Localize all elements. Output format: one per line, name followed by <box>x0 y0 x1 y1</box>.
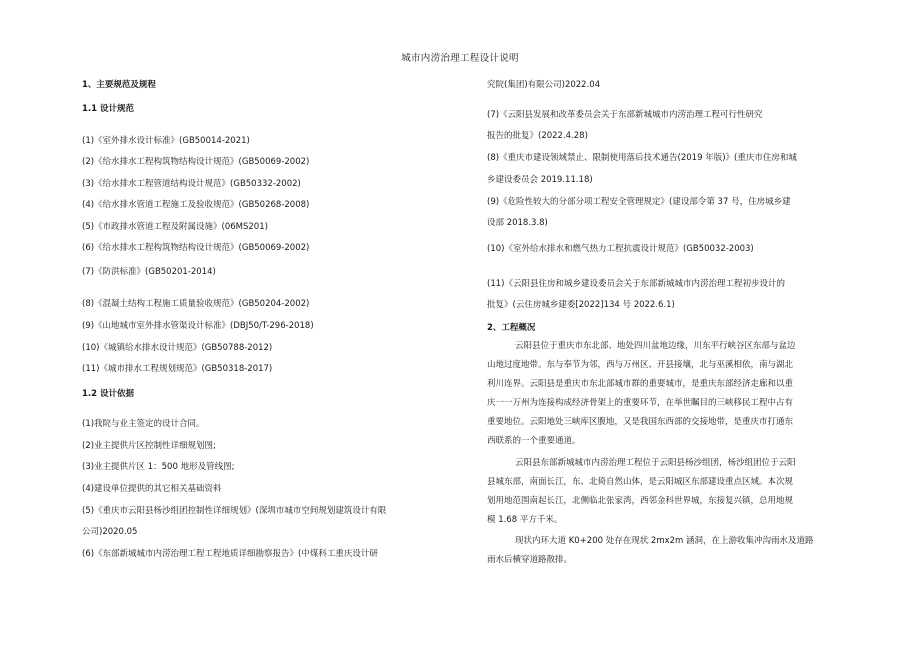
spec-item: (4)《给水排水管道工程施工及验收规范》(GB50268-2008) <box>82 200 310 210</box>
overview-paragraph-line: 现状内环大道 K0+200 处存在现状 2mx2m 涵洞，在上游收集冲沟雨水及道路 <box>515 536 814 546</box>
overview-paragraph-line: 利川连界。云阳县是重庆市东北部城市群的重要城市，是重庆东部经济走廊和以重 <box>487 379 794 389</box>
spec-item: (3)《给水排水工程管道结构设计规范》(GB50332-2002) <box>82 179 301 189</box>
overview-paragraph-line: 划用地范围南起长江，北侧临北张家湾，西邻金科世界城，东接复兴镇，总用地规 <box>487 496 794 506</box>
overview-paragraph-line: 重要地位。云阳地处三峡库区腹地，又是我国东西部的交接地带，是重庆市打通东 <box>487 417 794 427</box>
basis-item: (4)建设单位提供的其它相关基础资料 <box>82 484 222 494</box>
basis-item: (8)《重庆市建设领域禁止、限制使用落后技术通告(2019 年版)》(重庆市住房和城 <box>487 153 797 163</box>
spec-item: (10)《城镇给水排水设计规范》(GB50788-2012) <box>82 343 273 353</box>
basis-item: (7)《云阳县发展和改革委员会关于东部新城城市内涝治理工程可行性研究 <box>487 110 763 120</box>
spec-item: (7)《防洪标准》(GB50201-2014) <box>82 267 216 277</box>
basis-item: (10)《室外给水排水和燃气热力工程抗震设计规范》(GB50032-2003) <box>487 244 754 254</box>
basis-item: (2)业主提供片区控制性详细规划图; <box>82 441 216 451</box>
subsection-heading-1-1: 1.1 设计规范 <box>82 104 135 114</box>
overview-paragraph-line: 西联系的一个重要通道。 <box>487 436 581 446</box>
basis-item: (11)《云阳县住房和城乡建设委员会关于东部新城城市内涝治理工程初步设计的 <box>487 279 785 289</box>
overview-paragraph-line: 县城东部，南面长江，东、北倚自然山体，是云阳城区东部建设重点区域。本次规 <box>487 477 794 487</box>
spec-item: (6)《给水排水工程构筑物结构设计规范》(GB50069-2002) <box>82 243 310 253</box>
spec-item: (2)《给水排水工程构筑物结构设计规范》(GB50069-2002) <box>82 157 310 167</box>
section-heading-2: 2、工程概况 <box>487 323 536 333</box>
page-title: 城市内涝治理工程设计说明 <box>401 53 519 64</box>
overview-paragraph-line: 云阳县位于重庆市东北部、地处四川盆地边缘，川东平行峡谷区东部与盆边 <box>515 341 796 351</box>
basis-item-continued: 公司)2020.05 <box>82 527 138 537</box>
spec-item: (1)《室外排水设计标准》(GB50014-2021) <box>82 136 250 146</box>
spec-item: (5)《市政排水管道工程及附属设施》(06MS201) <box>82 222 268 232</box>
basis-item-continued: 设部 2018.3.8) <box>487 218 548 228</box>
overview-paragraph-line: 模 1.68 平方千米。 <box>487 515 563 525</box>
basis-item-continued: 报告的批复》(2022.4.28) <box>487 131 588 141</box>
basis-item-continued: 批复》(云住房城乡建委[2022]134 号 2022.6.1) <box>487 300 675 310</box>
spec-item: (8)《混凝土结构工程施工质量验收规范》(GB50204-2002) <box>82 299 310 309</box>
basis-item: (5)《重庆市云阳县杨沙组团控制性详细规划》(深圳市城市空间规划建筑设计有限 <box>82 506 387 516</box>
basis-item: (1)我院与业主签定的设计合同。 <box>82 419 205 429</box>
basis-item: (9)《危险性较大的分部分项工程安全管理规定》(建设部令第 37 号，住房城乡建 <box>487 197 791 207</box>
subsection-heading-1-2: 1.2 设计依据 <box>82 389 135 399</box>
overview-paragraph-line: 雨水后横穿道路散排。 <box>487 555 573 565</box>
basis-item-continued: 究院(集团)有限公司)2022.04 <box>487 80 601 90</box>
overview-paragraph-line: 山地过度地带。东与奉节为邻，西与万州区、开县接壤，北与巫溪相依，南与湖北 <box>487 360 794 370</box>
basis-item-continued: 乡建设委员会 2019.11.18) <box>487 175 593 185</box>
overview-paragraph-line: 庆一一万州为连接构成经济骨架上的重要环节，在举世瞩目的三峡移民工程中占有 <box>487 398 794 408</box>
basis-item: (3)业主提供片区 1：500 地形及管线图; <box>82 462 235 472</box>
section-heading-1: 1、主要规范及规程 <box>82 80 156 90</box>
spec-item: (9)《山地城市室外排水管渠设计标准》(DBJ50/T-296-2018) <box>82 321 314 331</box>
overview-paragraph-line: 云阳县东部新城城市内涝治理工程位于云阳县杨沙组团，杨沙组团位于云阳 <box>515 458 796 468</box>
spec-item: (11)《城市排水工程规划规范》(GB50318-2017) <box>82 364 273 374</box>
basis-item: (6)《东部新城城市内涝治理工程工程地质详细勘察报告》(中煤科工重庆设计研 <box>82 549 378 559</box>
